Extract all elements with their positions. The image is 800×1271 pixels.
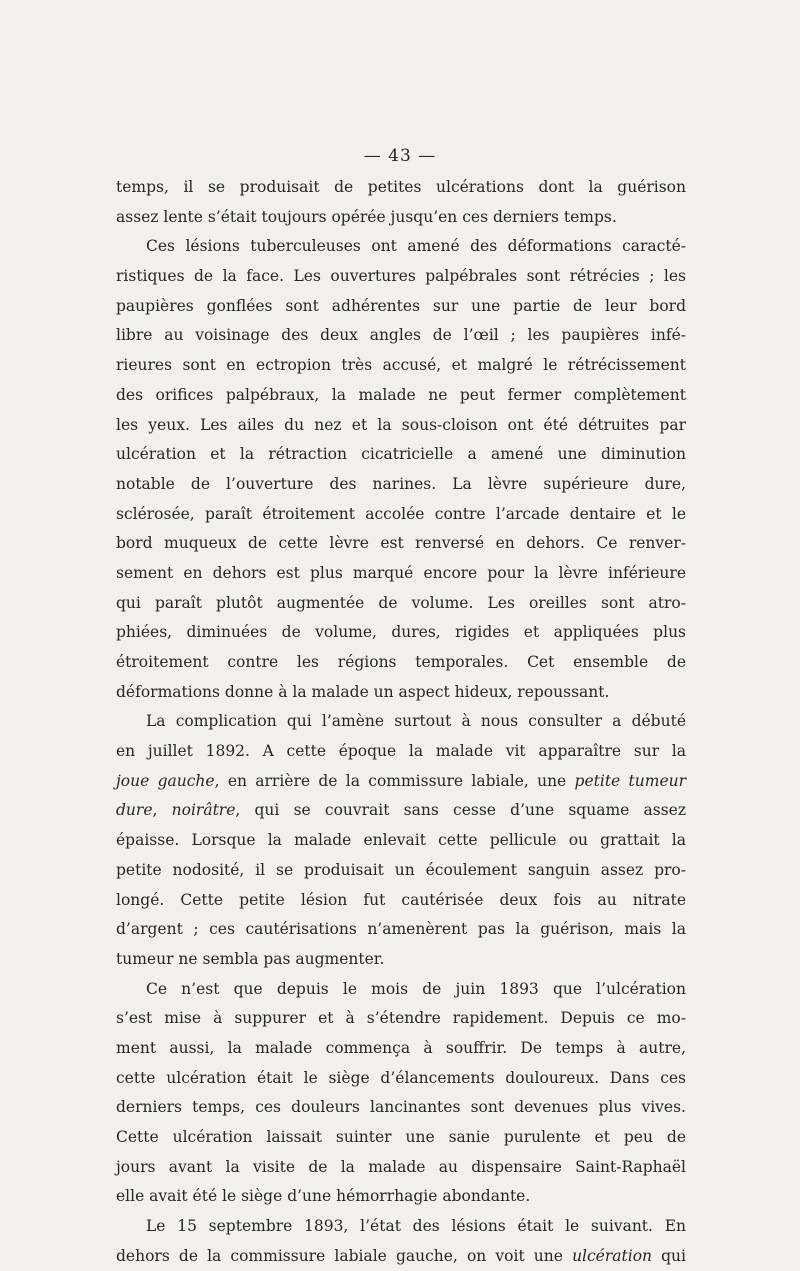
text-line: assez lente s’était toujours opérée jusqu’en ces derniers temps. (116, 207, 617, 226)
italic-text: dure (116, 801, 153, 820)
text-line: ment aussi, la malade commença à souffrir. De temps à autre, (116, 1038, 686, 1057)
text-run: qui (652, 1246, 686, 1265)
text-line: sement en dehors est plus marqué encore pour la lèvre inférieure (116, 563, 686, 582)
text-line: déformations donne à la malade un aspect hideux, repoussant. (116, 682, 610, 701)
text-line: sclérosée, paraît étroitement accolée contre l’arcade dentaire et le (116, 504, 686, 523)
text-line: longé. Cette petite lésion fut cautérisée deux fois au nitrate (116, 890, 686, 909)
text-line: d’argent ; ces cautérisations n’amenèrent pas la guérison, mais la (116, 920, 686, 939)
text-line: ristiques de la face. Les ouvertures palpébrales sont rétrécies ; les (116, 267, 686, 286)
text-line (116, 796, 686, 826)
text-run: dehors de la commissure labiale gauche, on voit une (116, 1246, 573, 1265)
text-line: paupières gonflées sont adhérentes sur une partie de leur bord (116, 296, 686, 315)
text-line: notable de l’ouverture des narines. La lèvre supérieure dure, (116, 474, 686, 493)
text-line: jours avant la visite de la malade au dispensaire Saint-Raphaël (116, 1157, 686, 1176)
text-line: La complication qui l’amène surtout à nous consulter a débuté (146, 712, 686, 731)
text-line: ulcération et la rétraction cicatricielle a amené une diminution (116, 445, 686, 464)
text-line: étroitement contre les régions temporales. Cet ensemble de (116, 653, 686, 671)
italic-text: petite tumeur (574, 771, 687, 790)
text-line: derniers temps, ces douleurs lancinantes sont devenues plus vives. (116, 1098, 686, 1117)
text-run: , (152, 801, 172, 820)
text-run: , en arrière de la commissure labiale, une (214, 771, 575, 790)
text-line: phiées, diminuées de volume, dures, rigides et appliquées plus (116, 623, 686, 642)
text-line: tumeur ne sembla pas augmenter. (116, 949, 385, 968)
text-line: Ces lésions tuberculeuses ont amené des déformations caracté- (146, 237, 686, 256)
text-line: en juillet 1892. A cette époque la malade vit apparaître sur la (116, 742, 686, 761)
text-line: rieures sont en ectropion très accusé, et malgré le rétrécissement (116, 356, 686, 375)
text-line: les yeux. Les ailes du nez et la sous-cloison ont été détruites par (116, 415, 686, 434)
text-line: elle avait été le siège d’une hémorrhagie abondante. (116, 1187, 531, 1206)
text-line (116, 1242, 686, 1271)
text-line: des orifices palpébraux, la malade ne peut fermer complètement (116, 385, 686, 404)
text-line: petite nodosité, il se produisait un écoulement sanguin assez pro- (116, 860, 686, 879)
text-line: libre au voisinage des deux angles de l’œil ; les paupières infé- (116, 326, 686, 345)
italic-text: joue gauche (116, 771, 215, 790)
italic-text: ulcération (572, 1246, 653, 1265)
text-line (116, 767, 686, 797)
text-line: temps, il se produisait de petites ulcérations dont la guérison (116, 178, 686, 196)
text-run: , qui se couvrait sans cesse d’une squame assez (235, 801, 687, 820)
text-line: Le 15 septembre 1893, l’état des lésions était le suivant. En (146, 1217, 686, 1236)
body-text (116, 173, 686, 1271)
italic-text: noirâtre (171, 801, 236, 820)
text-line: s’est mise à suppurer et à s’étendre rapidement. Depuis ce mo- (116, 1009, 686, 1028)
text-line: cette ulcération était le siège d’élancements douloureux. Dans ces (116, 1068, 686, 1087)
text-line: Cette ulcération laissait suinter une sanie purulente et peu de (116, 1128, 686, 1146)
page-number: — 43 — (363, 146, 437, 166)
text-line: épaisse. Lorsque la malade enlevait cette pellicule ou grattait la (116, 831, 686, 850)
text-line: Ce n’est que depuis le mois de juin 1893 que l’ulcération (146, 979, 686, 998)
text-line: qui paraît plutôt augmentée de volume. Les oreilles sont atro- (116, 593, 686, 612)
text-line: bord muqueux de cette lèvre est renversé en dehors. Ce renver- (116, 534, 686, 553)
